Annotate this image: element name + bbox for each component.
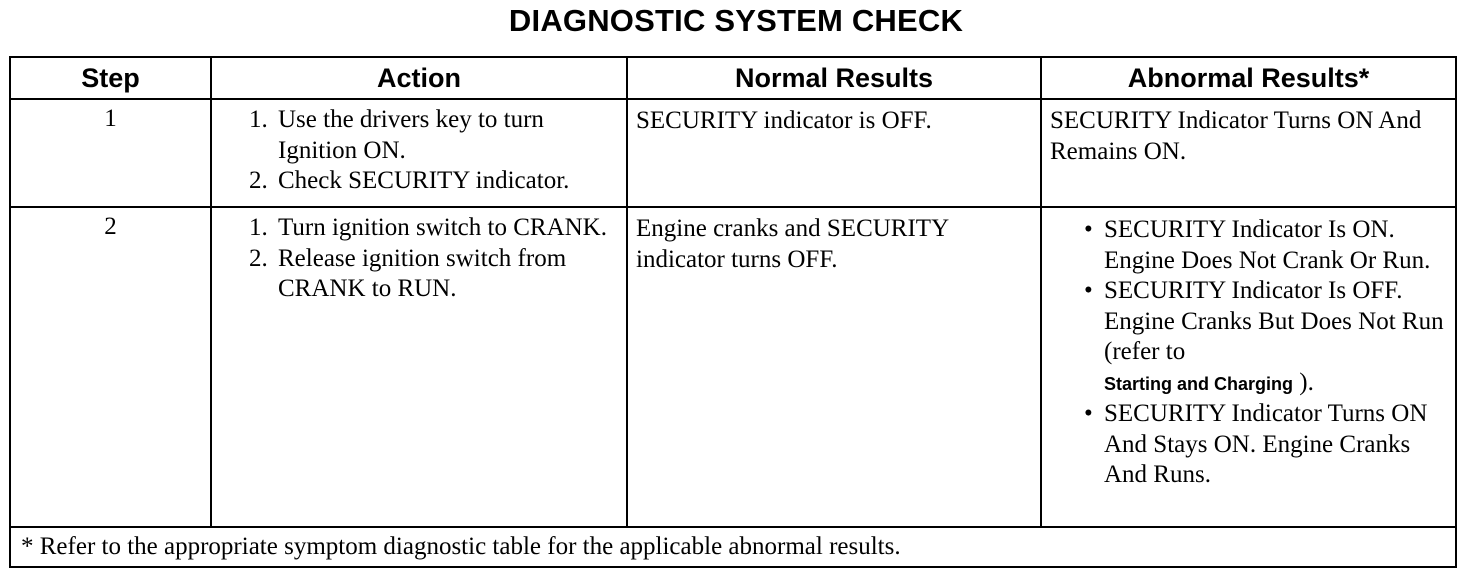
reference-link[interactable]: Starting and Charging [1104,373,1293,394]
abnormal-result-text: SECURITY Indicator Is OFF. Engine Cranks But Does Not Run (refer to [1104,277,1444,365]
abnormal-result-text: ). [1299,368,1314,396]
normal-result: Engine cranks and SECURITY indicator turns OFF. [627,207,1041,527]
bullet-icon: • [1084,277,1093,304]
action-list [212,100,626,197]
action-item: 1. Turn ignition switch to CRANK. [274,213,622,244]
column-header-normal-results: Normal Results [627,57,1041,99]
abnormal-result-cell [1041,207,1456,527]
action-list [212,208,626,305]
action-item: 1. Use the drivers key to turn Ignition ON. [274,105,622,166]
abnormal-result-item [1084,399,1449,491]
action-cell [211,99,627,207]
step-number: 1 [10,99,211,207]
abnormal-result-item [1084,215,1449,276]
abnormal-result-list [1042,208,1455,497]
action-item: 2. Release ignition switch from CRANK to RUN. [274,244,622,305]
column-header-abnormal-results: Abnormal Results* [1041,57,1456,99]
abnormal-result-text: SECURITY Indicator Turns ON And Stays ON. Engine Cranks And Runs. [1104,400,1428,488]
bullet-icon: • [1084,400,1093,427]
column-header-step: Step [10,57,211,99]
abnormal-result-item [1084,276,1449,399]
footnote: * Refer to the appropriate symptom diagnostic table for the applicable abnormal results. [10,527,1456,567]
bullet-icon: • [1084,216,1093,243]
normal-result: SECURITY indicator is OFF. [627,99,1041,207]
diagnostic-table [9,56,1457,568]
abnormal-result: SECURITY Indicator Turns ON And Remains ON. [1041,99,1456,207]
action-item: 2. Check SECURITY indicator. [274,166,622,197]
table-row [10,99,1456,207]
page-title: DIAGNOSTIC SYSTEM CHECK [508,3,964,38]
abnormal-result-text: SECURITY Indicator Is ON. Engine Does Not Crank Or Run. [1104,216,1431,274]
action-cell [211,207,627,527]
table-row [10,207,1456,527]
footnote-row [10,527,1456,567]
header-row [10,57,1456,99]
column-header-action: Action [211,57,627,99]
step-number: 2 [10,207,211,527]
